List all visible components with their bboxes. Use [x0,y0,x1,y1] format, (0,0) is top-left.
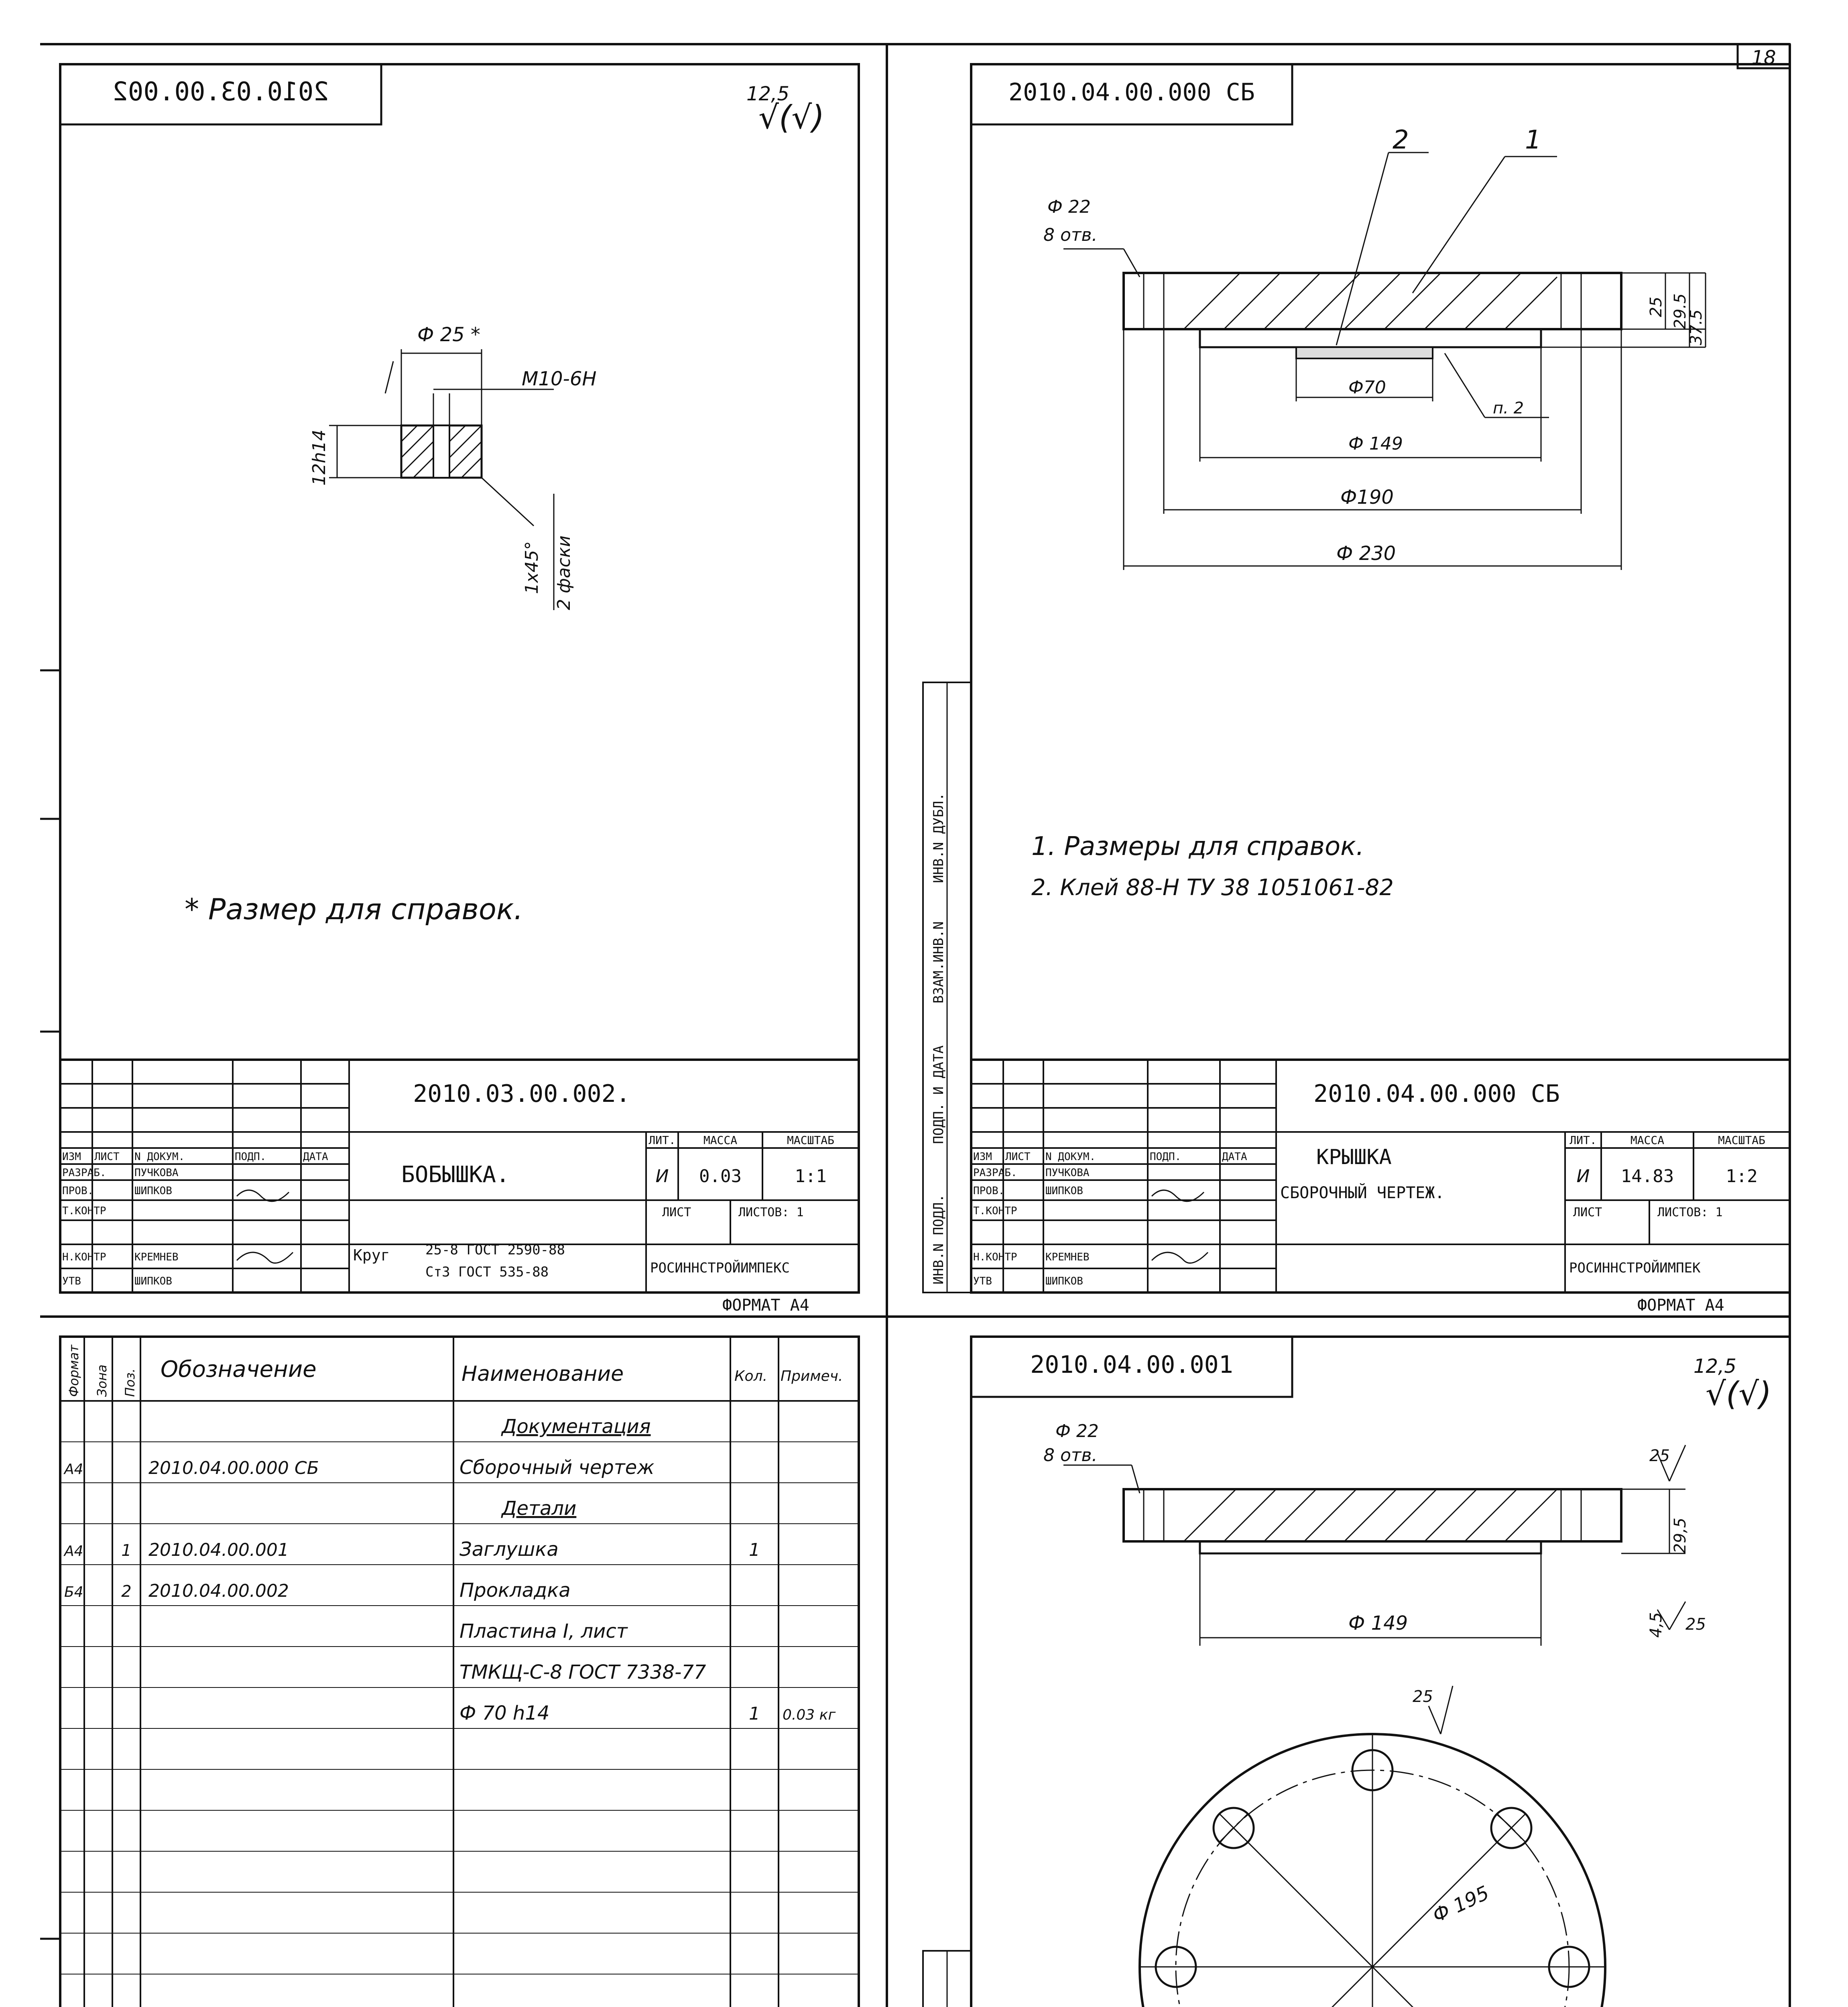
note-1: 1. Размеры для справок. [1031,832,1364,861]
plug-section-drawing [1043,1421,1706,1646]
dim-roughness-b: 25 [1685,1615,1706,1634]
spec-row [63,1538,760,1561]
spec-row-lines [60,1442,859,2007]
dim-holes: Ф 22 [1047,197,1091,217]
leader-2: 2 [1393,125,1409,155]
dim-chamfer-note: 2 фаски [554,535,574,610]
lit-header: ЛИТ. [649,1134,676,1147]
mirrored-code: 2010.04.00.000 СБ [1008,78,1255,106]
mass-header: МАССА [703,1134,738,1147]
spec-cell-designation: 2010.04.00.002 [148,1581,289,1601]
spec-header-designation: Обозначение [161,1356,317,1382]
drawing-code: 2010.03.00.002. [413,1080,630,1108]
roughness-value: 12,5 [1693,1355,1736,1378]
leader-1: 1 [1525,125,1541,155]
row-prov: ПРОВ. [973,1185,1005,1197]
spec-cell-name: Сборочный чертеж [459,1456,655,1479]
dim-roughness-a: 25 [1649,1447,1670,1465]
spec-cell-pos: 1 [121,1541,132,1560]
scale-header: МАСШТАБ [1718,1134,1766,1147]
dim-d70: Ф70 [1348,377,1386,398]
boss-part-drawing [309,324,596,610]
sheets-label: ЛИСТОВ: 1 [1657,1205,1723,1219]
hdr-izm: ИЗМ [62,1151,81,1163]
dim-d190: Ф190 [1340,486,1394,509]
signature-scribble [1152,1252,1208,1263]
drawing-title: КРЫШКА [1316,1145,1392,1169]
margin-ticks [40,670,60,2007]
dim-h25: 25 [1647,297,1665,317]
side-column [923,1951,971,2007]
dim-h29: 29,5 [1671,1517,1689,1553]
row-nkontr-name: КРЕМНЕВ [134,1251,179,1263]
side-inv-podl: ИНВ.N ПОДЛ. [931,1194,947,1284]
spec-header-zone: Зона [94,1364,110,1397]
spec-cell-designation: 2010.04.00.000 СБ [148,1458,319,1478]
spec-rows [63,1415,836,1724]
hdr-podp: ПОДП. [235,1151,266,1163]
organization: РОСИННСТРОЙИМПЕК [1569,1260,1701,1276]
dim-thread: M10-6H [522,368,597,390]
mass-value: 0.03 [699,1166,742,1187]
spec-cell-note: 0.03 кг [783,1707,836,1723]
spec-cell-name: ТМКЩ-С-8 ГОСТ 7338-77 [459,1661,706,1683]
mass-header: МАССА [1630,1134,1665,1147]
dim-holes-count: 8 отв. [1043,225,1098,245]
drawing-title: БОБЫШКА. [401,1162,510,1188]
organization: РОСИННСТРОЙИМПЕКС [650,1260,790,1276]
material-1: 25-8 ГОСТ 2590-88 [425,1242,565,1258]
hdr-list: ЛИСТ [94,1151,120,1163]
hdr-data: ДАТА [1222,1151,1247,1163]
drawing-subtitle: СБОРОЧНЫЙ ЧЕРТЕЖ. [1280,1184,1445,1202]
roughness-value: 12,5 [746,83,789,105]
spec-row [459,1620,628,1643]
sheets-label: ЛИСТОВ: 1 [738,1205,804,1219]
row-nkontr: Н.КОНТР [973,1251,1017,1263]
sheet-label: ЛИСТ [662,1205,691,1219]
hdr-izm: ИЗМ [973,1151,992,1163]
note-2: 2. Клей 88-Н ТУ 38 1051061-82 [1031,875,1394,901]
material-2: Ст3 ГОСТ 535-88 [425,1264,549,1280]
dim-chamfer: 1х45° [522,541,542,594]
dim-d149: Ф 149 [1348,434,1403,454]
sheet-plug [923,1337,1790,2007]
page-frame [40,44,1790,2007]
row-utv: УТВ [62,1275,81,1287]
spec-cell-qty: 1 [749,1704,760,1724]
sheet-label: ЛИСТ [1573,1205,1602,1219]
format-label: ФОРМАТ А4 [1637,1296,1724,1315]
dim-h29: 29.5 [1671,293,1689,329]
row-prov-name: ШИПКОВ [1045,1185,1083,1197]
spec-cell-format: А4 [64,1543,83,1559]
row-nkontr: Н.КОНТР [62,1251,106,1263]
page-number: 18 [1751,47,1776,69]
spec-cell-format: А4 [64,1461,83,1478]
cover-section-drawing [1043,125,1706,570]
spec-cell-name: Прокладка [459,1579,571,1602]
lit-header: ЛИТ. [1569,1134,1597,1147]
row-prov: ПРОВ. [62,1185,94,1197]
dim-holes-count: 8 отв. [1043,1445,1098,1466]
dim-holes: Ф 22 [1055,1421,1099,1441]
scale-header: МАСШТАБ [787,1134,835,1147]
mirrored-code: 2010.04.00.001 [1030,1351,1233,1379]
spec-cell-name: Детали [502,1497,577,1520]
row-razrab: РАЗРАБ. [62,1167,106,1179]
dim-d195: Ф 195 [1429,1881,1493,1927]
material-label: Круг [353,1246,390,1264]
roughness-symbol: √(√) [1706,1375,1772,1413]
side-column [923,682,971,1293]
hdr-ndokum: N ДОКУМ. [134,1151,185,1163]
reference-note: * Размер для справок. [185,892,523,926]
dim-d230: Ф 230 [1336,542,1396,565]
row-razrab-name: ПУЧКОВА [134,1167,179,1179]
spec-cell-designation: 2010.04.00.001 [148,1540,289,1560]
row-prov-name: ШИПКОВ [134,1185,172,1197]
spec-cell-name: Документация [502,1415,651,1438]
spec-header-pos: Поз. [122,1368,138,1397]
spec-row [501,1415,651,1438]
spec-cell-pos: 2 [121,1582,132,1601]
title-block-cover [971,1060,1790,1293]
dim-p2: п. 2 [1493,399,1524,417]
side-podp-data: ПОДП. И ДАТА [931,1045,947,1144]
sheet-boss [60,64,859,1315]
dim-d149: Ф 149 [1348,1612,1408,1635]
row-tkontr: Т.КОНТР [62,1205,106,1217]
mass-value: 14.83 [1620,1166,1674,1187]
row-razrab-name: ПУЧКОВА [1045,1167,1090,1179]
hdr-ndokum: N ДОКУМ. [1045,1151,1096,1163]
spec-cell-name: Заглушка [459,1538,559,1561]
side-dubl: ИНВ.N ДУБЛ. [931,792,947,883]
spec-row [63,1456,655,1479]
spec-header-qty: Кол. [734,1368,768,1384]
spec-cell-name: Ф 70 h14 [459,1702,550,1724]
spec-row [459,1661,706,1683]
side-vzam: ВЗАМ.ИНВ.N [931,921,947,1004]
spec-header-note: Примеч. [781,1368,843,1384]
drawing-code: 2010.04.00.000 СБ [1313,1080,1560,1108]
dim-diameter: Ф 25 * [417,324,480,346]
dim-h45: 4,5 [1647,1612,1665,1638]
mirrored-code: 2010.03.00.002 [112,77,329,107]
lit-value: И [1576,1166,1590,1187]
sheet-spec [60,1337,859,2007]
row-utv: УТВ [973,1275,992,1287]
spec-cell-qty: 1 [749,1540,760,1560]
spec-row [501,1497,576,1520]
dim-roughness-c: 25 [1413,1687,1433,1706]
row-tkontr: Т.КОНТР [973,1205,1017,1217]
scale-value: 1:1 [795,1166,827,1187]
row-razrab: РАЗРАБ. [973,1167,1017,1179]
spec-cell-format: Б4 [64,1584,83,1600]
spec-cell-name: Пластина I, лист [459,1620,628,1643]
sheet-cover-assembly [923,64,1790,1315]
row-utv-name: ШИПКОВ [134,1275,172,1287]
dim-height: 12h14 [309,429,329,486]
format-label: ФОРМАТ А4 [722,1296,809,1315]
spec-header-name: Наименование [461,1362,624,1386]
hdr-podp: ПОДП. [1150,1151,1181,1163]
dim-h37: 37.5 [1687,309,1706,345]
scale-value: 1:2 [1726,1166,1758,1187]
title-block-boss [60,1060,859,1293]
row-nkontr-name: КРЕМНЕВ [1045,1251,1090,1263]
plug-top-view [1140,1686,1605,2007]
signature-scribble [237,1252,293,1263]
roughness-symbol: √(√) [758,99,825,136]
row-utv-name: ШИПКОВ [1045,1275,1083,1287]
hdr-list: ЛИСТ [1005,1151,1031,1163]
lit-value: И [655,1166,669,1187]
spec-header-format: Формат [66,1345,81,1397]
spec-row [459,1702,836,1724]
hdr-data: ДАТА [303,1151,328,1163]
